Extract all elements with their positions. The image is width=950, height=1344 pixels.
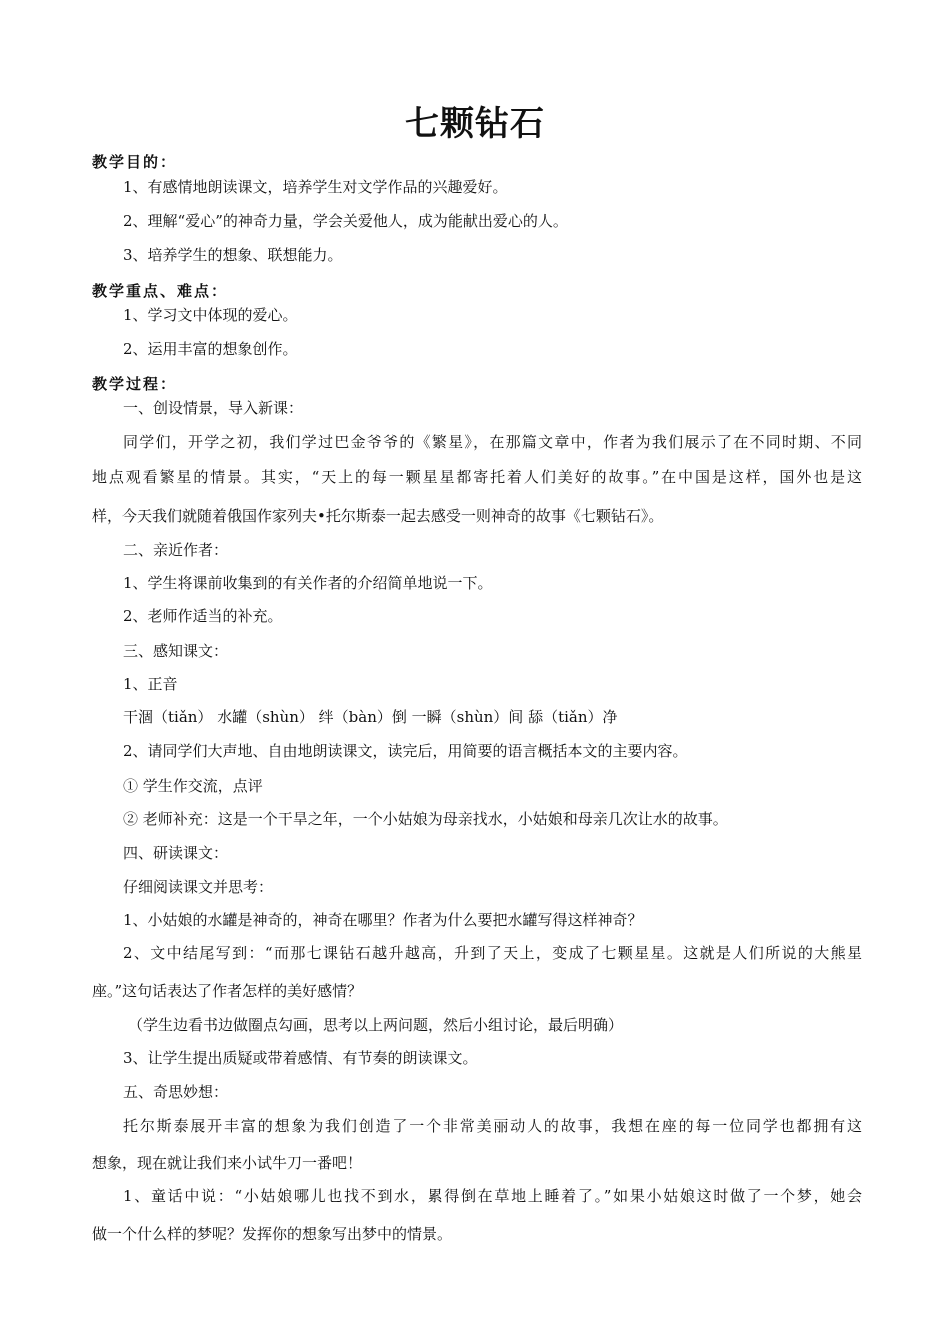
heading-key-points: 教学重点、难点： [92, 282, 229, 300]
key-point-item-1: 1、学习文中体现的爱心。 [123, 306, 298, 324]
process-line: 同学们，开学之初，我们学过巴金爷爷的《繁星》，在那篇文章中，作者为我们展示了在不同时期、不同 [123, 433, 862, 451]
process-line: 1、小姑娘的水罐是神奇的，神奇在哪里？作者为什么要把水罐写得这样神奇？ [123, 911, 643, 929]
process-line: 三、感知课文： [123, 642, 229, 660]
objective-item-3: 3、培养学生的想象、联想能力。 [123, 246, 343, 264]
process-line: 想象，现在就让我们来小试牛刀一番吧！ [92, 1154, 363, 1172]
process-line: 做一个什么样的梦呢？发挥你的想象写出梦中的情景。 [92, 1225, 453, 1243]
heading-objectives: 教学目的： [92, 153, 178, 171]
process-line: 3、让学生提出质疑或带着感情、有节奏的朗读课文。 [123, 1049, 478, 1067]
process-line: （学生边看书边做圈点勾画，思考以上两问题，然后小组讨论，最后明确） [128, 1016, 624, 1034]
process-line: 四、研读课文： [123, 844, 229, 862]
process-line: ① 学生作交流，点评 [123, 777, 263, 795]
process-line: 2、老师作适当的补充。 [123, 607, 283, 625]
process-line: 座。”这句话表达了作者怎样的美好感情？ [92, 982, 363, 1000]
objective-item-1: 1、有感情地朗读课文，培养学生对文学作品的兴趣爱好。 [123, 178, 508, 196]
process-line: 五、奇思妙想： [123, 1083, 229, 1101]
objective-item-2: 2、理解“爱心”的神奇力量，学会关爱他人，成为能献出爱心的人。 [123, 212, 568, 230]
process-line: ② 老师补充：这是一个干旱之年，一个小姑娘为母亲找水，小姑娘和母亲几次让水的故事。 [123, 810, 728, 828]
heading-process: 教学过程： [92, 375, 178, 393]
process-line: 地点观看繁星的情景。其实，“天上的每一颗星星都寄托着人们美好的故事。”在中国是这样，国外也是这 [92, 468, 862, 486]
process-line: 1、童话中说：“小姑娘哪儿也找不到水，累得倒在草地上睡着了。”如果小姑娘这时做了一个梦，她会 [123, 1187, 862, 1205]
process-line: 托尔斯泰展开丰富的想象为我们创造了一个非常美丽动人的故事，我想在座的每一位同学也都拥有这 [123, 1117, 862, 1135]
process-line: 2、文中结尾写到：“而那七课钻石越升越高，升到了天上，变成了七颗星星。这就是人们所说的大熊星 [123, 944, 862, 962]
pronunciation-line: 干涸（tiǎn） 水罐（shùn） 绊（bàn）倒 一瞬（shùn）间 舔（tiǎn）净 [123, 708, 618, 726]
process-line: 1、正音 [123, 675, 178, 693]
process-line: 样，今天我们就随着俄国作家列夫•托尔斯泰一起去感受一则神奇的故事《七颗钻石》。 [92, 507, 664, 525]
process-line: 一、创设情景，导入新课： [123, 399, 304, 417]
key-point-item-2: 2、运用丰富的想象创作。 [123, 340, 298, 358]
document-title: 七颗钻石 [405, 104, 545, 144]
process-line: 仔细阅读课文并思考： [123, 878, 274, 896]
process-line: 1、学生将课前收集到的有关作者的介绍简单地说一下。 [123, 574, 493, 592]
process-line: 2、请同学们大声地、自由地朗读课文，读完后，用简要的语言概括本文的主要内容。 [123, 742, 688, 760]
process-line: 二、亲近作者： [123, 541, 229, 559]
